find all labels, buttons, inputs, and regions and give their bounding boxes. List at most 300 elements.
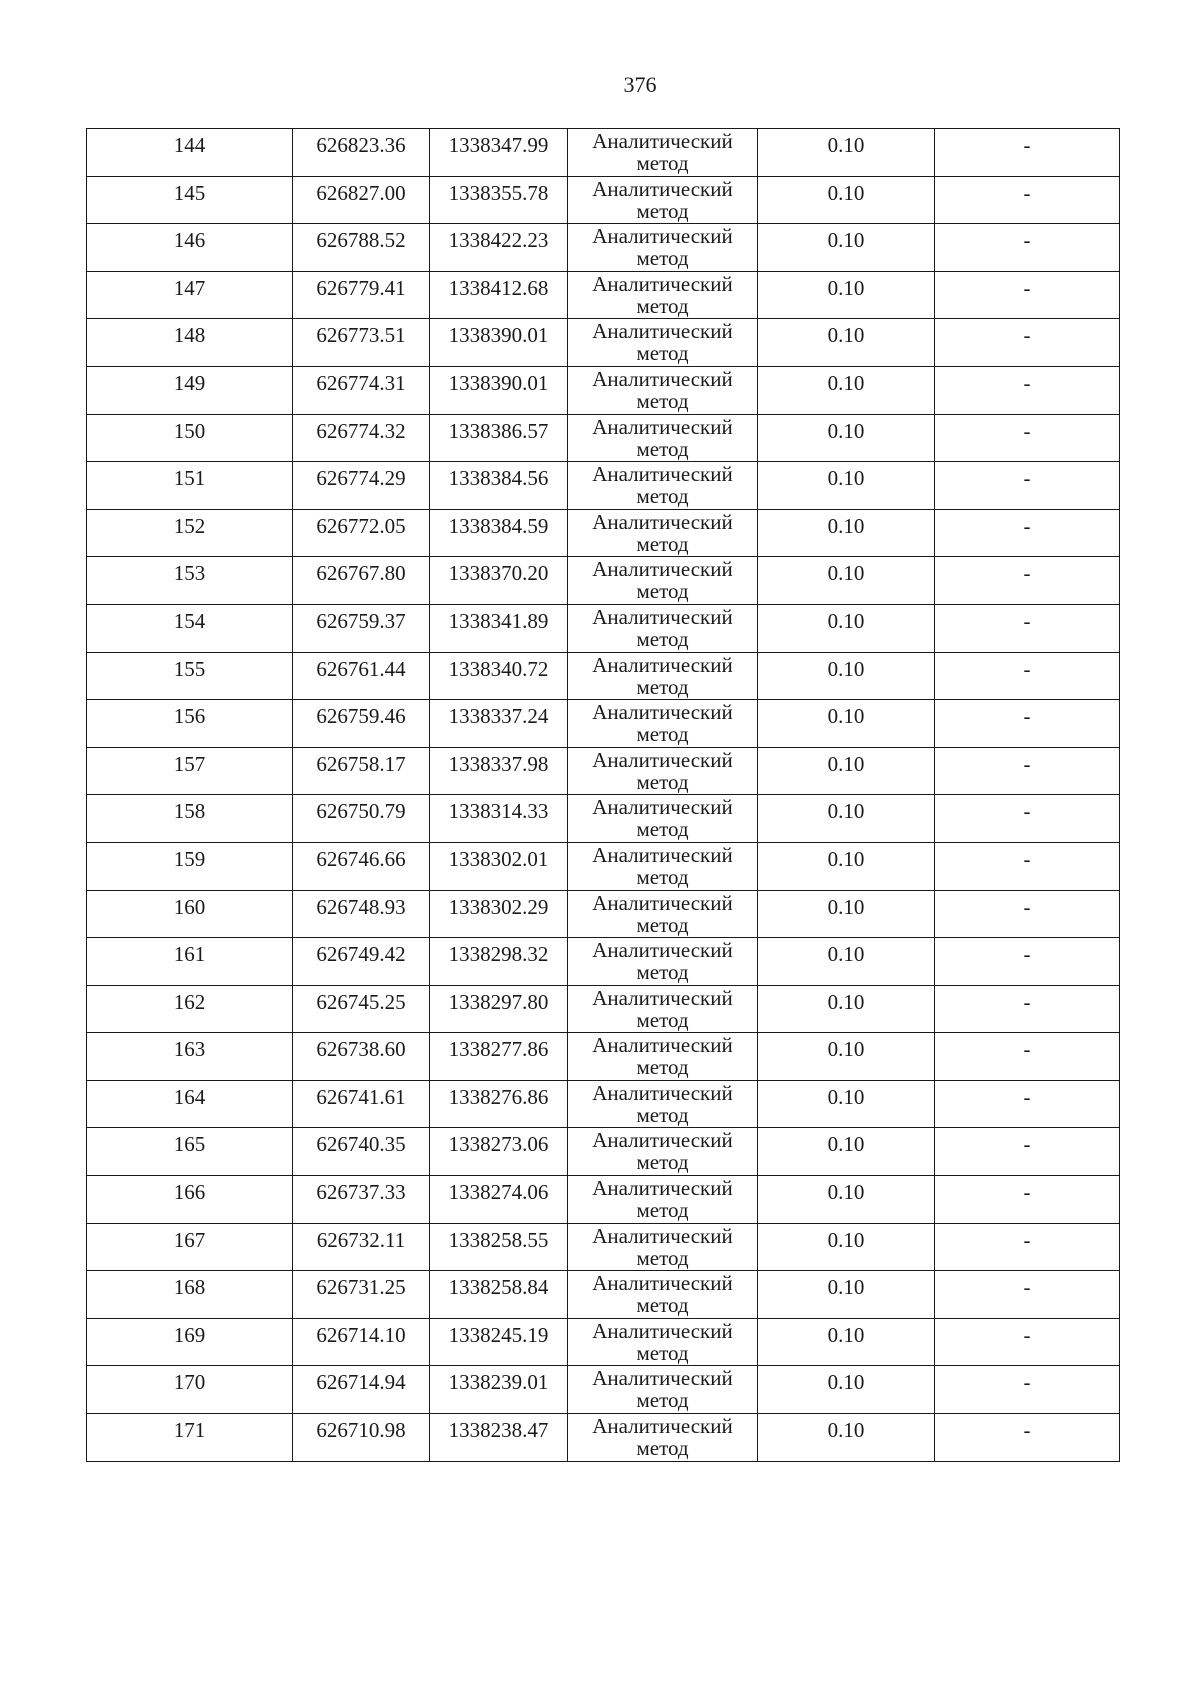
method-cell (568, 1318, 758, 1366)
table-body (87, 129, 1120, 1462)
table-row (87, 176, 1120, 224)
table-row (87, 700, 1120, 748)
table-row (87, 462, 1120, 510)
accuracy-cell (758, 604, 935, 652)
x-coordinate-cell (293, 224, 430, 272)
point-number-cell (87, 1033, 293, 1081)
table-row (87, 604, 1120, 652)
table-row (87, 890, 1120, 938)
y-coordinate-text: 1338277.86 (448, 1037, 549, 1062)
method-cell (568, 509, 758, 557)
accuracy-text: 0.10 (827, 1418, 865, 1443)
y-coordinate-cell (430, 842, 568, 890)
y-coordinate-cell (430, 890, 568, 938)
table-row (87, 557, 1120, 605)
note-text: - (1023, 704, 1031, 729)
y-coordinate-cell (430, 462, 568, 510)
x-coordinate-cell (293, 890, 430, 938)
y-coordinate-cell (430, 1366, 568, 1414)
accuracy-text: 0.10 (827, 751, 865, 776)
y-coordinate-text: 1338341.89 (448, 608, 549, 633)
method-text: Аналитический метод (592, 1128, 733, 1175)
point-number-cell (87, 319, 293, 367)
y-coordinate-cell (430, 1318, 568, 1366)
note-cell (935, 1223, 1120, 1271)
x-coordinate-text: 626750.79 (316, 799, 406, 824)
note-cell (935, 1271, 1120, 1319)
note-text: - (1023, 1418, 1031, 1443)
x-coordinate-cell (293, 414, 430, 462)
method-text: Аналитический метод (592, 319, 733, 366)
table-row (87, 1366, 1120, 1414)
accuracy-cell (758, 176, 935, 224)
method-cell (568, 652, 758, 700)
y-coordinate-cell (430, 366, 568, 414)
method-text: Аналитический метод (592, 129, 733, 175)
note-cell (935, 557, 1120, 605)
x-coordinate-cell (293, 1080, 430, 1128)
accuracy-text: 0.10 (827, 608, 865, 633)
method-cell (568, 319, 758, 367)
y-coordinate-text: 1338347.99 (448, 133, 549, 157)
accuracy-text: 0.10 (827, 1227, 865, 1252)
x-coordinate-cell (293, 747, 430, 795)
x-coordinate-text: 626773.51 (316, 323, 406, 348)
point-number-text: 165 (173, 1132, 206, 1157)
note-text: - (1023, 275, 1031, 300)
note-cell (935, 1128, 1120, 1176)
note-text: - (1023, 1227, 1031, 1252)
accuracy-text: 0.10 (827, 1180, 865, 1205)
x-coordinate-text: 626823.36 (316, 133, 406, 157)
x-coordinate-text: 626740.35 (316, 1132, 406, 1157)
accuracy-text: 0.10 (827, 942, 865, 967)
x-coordinate-cell (293, 1033, 430, 1081)
accuracy-text: 0.10 (827, 989, 865, 1014)
x-coordinate-text: 626738.60 (316, 1037, 406, 1062)
point-number-cell (87, 414, 293, 462)
y-coordinate-text: 1338258.84 (448, 1275, 549, 1300)
y-coordinate-cell (430, 1033, 568, 1081)
y-coordinate-cell (430, 652, 568, 700)
note-text: - (1023, 1322, 1031, 1347)
note-text: - (1023, 989, 1031, 1014)
y-coordinate-cell (430, 795, 568, 843)
method-text: Аналитический метод (592, 1366, 733, 1413)
table-row (87, 319, 1120, 367)
point-number-cell (87, 652, 293, 700)
point-number-text: 147 (173, 275, 206, 300)
point-number-text: 150 (173, 418, 206, 443)
method-cell (568, 1128, 758, 1176)
y-coordinate-text: 1338258.55 (448, 1227, 549, 1252)
x-coordinate-text: 626761.44 (316, 656, 406, 681)
accuracy-text: 0.10 (827, 228, 865, 253)
accuracy-cell (758, 938, 935, 986)
accuracy-text: 0.10 (827, 180, 865, 205)
accuracy-cell (758, 1414, 935, 1462)
method-cell (568, 176, 758, 224)
point-number-text: 146 (173, 228, 206, 253)
y-coordinate-cell (430, 129, 568, 177)
point-number-text: 144 (173, 133, 206, 157)
x-coordinate-cell (293, 271, 430, 319)
x-coordinate-cell (293, 604, 430, 652)
accuracy-cell (758, 1271, 935, 1319)
y-coordinate-text: 1338302.29 (448, 894, 549, 919)
table-row (87, 366, 1120, 414)
method-cell (568, 1080, 758, 1128)
accuracy-text: 0.10 (827, 656, 865, 681)
accuracy-cell (758, 1366, 935, 1414)
point-number-text: 160 (173, 894, 206, 919)
table-row (87, 1271, 1120, 1319)
note-cell (935, 1176, 1120, 1224)
y-coordinate-cell (430, 176, 568, 224)
table-row (87, 747, 1120, 795)
y-coordinate-text: 1338337.98 (448, 751, 549, 776)
x-coordinate-text: 626774.32 (316, 418, 406, 443)
y-coordinate-text: 1338245.19 (448, 1322, 549, 1347)
table-row (87, 795, 1120, 843)
accuracy-text: 0.10 (827, 466, 865, 491)
method-cell (568, 1271, 758, 1319)
x-coordinate-text: 626732.11 (316, 1227, 406, 1252)
accuracy-cell (758, 1080, 935, 1128)
accuracy-cell (758, 1223, 935, 1271)
point-number-cell (87, 1223, 293, 1271)
point-number-cell (87, 366, 293, 414)
x-coordinate-text: 626749.42 (316, 942, 406, 967)
page-number: 376 (623, 72, 657, 97)
note-text: - (1023, 180, 1031, 205)
x-coordinate-text: 626741.61 (316, 1084, 406, 1109)
method-text: Аналитический метод (592, 462, 733, 509)
note-text: - (1023, 370, 1031, 395)
y-coordinate-cell (430, 271, 568, 319)
accuracy-text: 0.10 (827, 1084, 865, 1109)
point-number-cell (87, 1176, 293, 1224)
accuracy-cell (758, 129, 935, 177)
point-number-text: 155 (173, 656, 206, 681)
method-cell (568, 1223, 758, 1271)
note-cell (935, 509, 1120, 557)
accuracy-text: 0.10 (827, 1037, 865, 1062)
x-coordinate-cell (293, 985, 430, 1033)
x-coordinate-text: 626746.66 (316, 846, 406, 871)
table-row (87, 1128, 1120, 1176)
note-text: - (1023, 751, 1031, 776)
x-coordinate-text: 626767.80 (316, 561, 406, 586)
x-coordinate-text: 626745.25 (316, 989, 406, 1014)
method-text: Аналитический метод (592, 1033, 733, 1080)
note-cell (935, 842, 1120, 890)
method-text: Аналитический метод (592, 1223, 733, 1270)
accuracy-text: 0.10 (827, 133, 865, 157)
accuracy-cell (758, 1033, 935, 1081)
point-number-text: 157 (173, 751, 206, 776)
point-number-cell (87, 604, 293, 652)
y-coordinate-cell (430, 557, 568, 605)
point-number-cell (87, 795, 293, 843)
method-text: Аналитический метод (592, 1080, 733, 1127)
point-number-cell (87, 509, 293, 557)
x-coordinate-text: 626714.94 (316, 1370, 406, 1395)
method-text: Аналитический метод (592, 557, 733, 604)
x-coordinate-text: 626758.17 (316, 751, 406, 776)
x-coordinate-text: 626759.37 (316, 608, 406, 633)
note-cell (935, 176, 1120, 224)
method-text: Аналитический метод (592, 1176, 733, 1223)
accuracy-cell (758, 795, 935, 843)
x-coordinate-text: 626710.98 (316, 1418, 406, 1443)
accuracy-text: 0.10 (827, 704, 865, 729)
method-cell (568, 129, 758, 177)
accuracy-cell (758, 985, 935, 1033)
note-text: - (1023, 799, 1031, 824)
table-row (87, 129, 1120, 177)
x-coordinate-text: 626759.46 (316, 704, 406, 729)
note-cell (935, 271, 1120, 319)
accuracy-text: 0.10 (827, 1132, 865, 1157)
y-coordinate-text: 1338355.78 (448, 180, 549, 205)
point-number-cell (87, 462, 293, 510)
x-coordinate-cell (293, 938, 430, 986)
y-coordinate-text: 1338370.20 (448, 561, 549, 586)
method-text: Аналитический метод (592, 795, 733, 842)
accuracy-text: 0.10 (827, 1322, 865, 1347)
method-text: Аналитический метод (592, 700, 733, 747)
note-text: - (1023, 133, 1031, 157)
y-coordinate-text: 1338298.32 (448, 942, 549, 967)
point-number-text: 159 (173, 846, 206, 871)
method-text: Аналитический метод (592, 366, 733, 413)
method-text: Аналитический метод (592, 414, 733, 461)
table-row (87, 1414, 1120, 1462)
y-coordinate-cell (430, 1414, 568, 1462)
method-cell (568, 747, 758, 795)
x-coordinate-cell (293, 366, 430, 414)
y-coordinate-text: 1338340.72 (448, 656, 549, 681)
point-number-cell (87, 1318, 293, 1366)
method-text: Аналитический метод (592, 1271, 733, 1318)
point-number-cell (87, 938, 293, 986)
point-number-text: 170 (173, 1370, 206, 1395)
note-cell (935, 700, 1120, 748)
point-number-cell (87, 271, 293, 319)
method-text: Аналитический метод (592, 652, 733, 699)
method-text: Аналитический метод (592, 1414, 733, 1461)
table-row (87, 1223, 1120, 1271)
y-coordinate-cell (430, 1080, 568, 1128)
y-coordinate-cell (430, 319, 568, 367)
accuracy-cell (758, 557, 935, 605)
method-cell (568, 842, 758, 890)
note-text: - (1023, 1037, 1031, 1062)
note-cell (935, 1414, 1120, 1462)
method-text: Аналитический метод (592, 271, 733, 318)
point-number-cell (87, 842, 293, 890)
note-text: - (1023, 466, 1031, 491)
note-cell (935, 938, 1120, 986)
y-coordinate-text: 1338390.01 (448, 323, 549, 348)
point-number-cell (87, 1366, 293, 1414)
table-row (87, 1080, 1120, 1128)
x-coordinate-cell (293, 129, 430, 177)
accuracy-cell (758, 462, 935, 510)
accuracy-text: 0.10 (827, 1275, 865, 1300)
table-row (87, 1033, 1120, 1081)
note-cell (935, 747, 1120, 795)
accuracy-cell (758, 1318, 935, 1366)
note-text: - (1023, 846, 1031, 871)
y-coordinate-cell (430, 1223, 568, 1271)
method-text: Аналитический метод (592, 604, 733, 651)
y-coordinate-text: 1338384.56 (448, 466, 549, 491)
x-coordinate-cell (293, 557, 430, 605)
accuracy-cell (758, 509, 935, 557)
accuracy-cell (758, 319, 935, 367)
note-cell (935, 319, 1120, 367)
point-number-text: 171 (173, 1418, 206, 1443)
accuracy-text: 0.10 (827, 418, 865, 443)
point-number-text: 154 (173, 608, 206, 633)
x-coordinate-text: 626731.25 (316, 1275, 406, 1300)
y-coordinate-text: 1338390.01 (448, 370, 549, 395)
note-cell (935, 129, 1120, 177)
x-coordinate-cell (293, 1271, 430, 1319)
method-text: Аналитический метод (592, 1318, 733, 1365)
method-cell (568, 414, 758, 462)
method-text: Аналитический метод (592, 176, 733, 223)
method-cell (568, 1033, 758, 1081)
method-cell (568, 938, 758, 986)
y-coordinate-cell (430, 747, 568, 795)
point-number-cell (87, 557, 293, 605)
y-coordinate-cell (430, 700, 568, 748)
x-coordinate-cell (293, 1318, 430, 1366)
table-row (87, 985, 1120, 1033)
note-cell (935, 462, 1120, 510)
point-number-cell (87, 1080, 293, 1128)
method-cell (568, 1176, 758, 1224)
accuracy-text: 0.10 (827, 275, 865, 300)
y-coordinate-cell (430, 938, 568, 986)
note-cell (935, 1318, 1120, 1366)
y-coordinate-text: 1338297.80 (448, 989, 549, 1014)
point-number-cell (87, 1414, 293, 1462)
accuracy-text: 0.10 (827, 799, 865, 824)
x-coordinate-text: 626827.00 (316, 180, 406, 205)
point-number-text: 151 (173, 466, 206, 491)
accuracy-cell (758, 890, 935, 938)
x-coordinate-cell (293, 842, 430, 890)
method-text: Аналитический метод (592, 509, 733, 556)
note-cell (935, 366, 1120, 414)
method-cell (568, 604, 758, 652)
point-number-text: 164 (173, 1084, 206, 1109)
note-text: - (1023, 1180, 1031, 1205)
point-number-cell (87, 985, 293, 1033)
table-row (87, 414, 1120, 462)
method-text: Аналитический метод (592, 938, 733, 985)
x-coordinate-cell (293, 1176, 430, 1224)
y-coordinate-cell (430, 224, 568, 272)
note-cell (935, 985, 1120, 1033)
x-coordinate-text: 626748.93 (316, 894, 406, 919)
accuracy-cell (758, 700, 935, 748)
x-coordinate-cell (293, 1366, 430, 1414)
method-cell (568, 271, 758, 319)
y-coordinate-text: 1338238.47 (448, 1418, 549, 1443)
accuracy-cell (758, 224, 935, 272)
table-row (87, 1176, 1120, 1224)
y-coordinate-text: 1338276.86 (448, 1084, 549, 1109)
accuracy-text: 0.10 (827, 1370, 865, 1395)
method-text: Аналитический метод (592, 842, 733, 889)
point-number-cell (87, 890, 293, 938)
method-cell (568, 557, 758, 605)
point-number-text: 162 (173, 989, 206, 1014)
point-number-text: 153 (173, 561, 206, 586)
method-cell (568, 1366, 758, 1414)
point-number-text: 167 (173, 1227, 206, 1252)
method-cell (568, 462, 758, 510)
note-text: - (1023, 656, 1031, 681)
accuracy-text: 0.10 (827, 513, 865, 538)
x-coordinate-cell (293, 652, 430, 700)
x-coordinate-text: 626772.05 (316, 513, 406, 538)
point-number-text: 168 (173, 1275, 206, 1300)
point-number-text: 156 (173, 704, 206, 729)
method-text: Аналитический метод (592, 747, 733, 794)
note-cell (935, 890, 1120, 938)
note-cell (935, 652, 1120, 700)
y-coordinate-text: 1338302.01 (448, 846, 549, 871)
y-coordinate-text: 1338386.57 (448, 418, 549, 443)
x-coordinate-text: 626737.33 (316, 1180, 406, 1205)
x-coordinate-cell (293, 1414, 430, 1462)
note-text: - (1023, 1275, 1031, 1300)
point-number-cell (87, 176, 293, 224)
x-coordinate-text: 626774.29 (316, 466, 406, 491)
note-cell (935, 604, 1120, 652)
accuracy-cell (758, 747, 935, 795)
point-number-text: 145 (173, 180, 206, 205)
y-coordinate-text: 1338422.23 (448, 228, 549, 253)
x-coordinate-text: 626774.31 (316, 370, 406, 395)
y-coordinate-cell (430, 985, 568, 1033)
point-number-cell (87, 1271, 293, 1319)
accuracy-cell (758, 652, 935, 700)
x-coordinate-text: 626779.41 (316, 275, 406, 300)
point-number-text: 166 (173, 1180, 206, 1205)
note-text: - (1023, 894, 1031, 919)
y-coordinate-cell (430, 414, 568, 462)
note-text: - (1023, 608, 1031, 633)
point-number-cell (87, 129, 293, 177)
note-cell (935, 224, 1120, 272)
note-text: - (1023, 1132, 1031, 1157)
note-text: - (1023, 561, 1031, 586)
note-text: - (1023, 1084, 1031, 1109)
x-coordinate-cell (293, 795, 430, 843)
x-coordinate-cell (293, 1128, 430, 1176)
method-cell (568, 366, 758, 414)
method-cell (568, 985, 758, 1033)
accuracy-cell (758, 271, 935, 319)
y-coordinate-text: 1338239.01 (448, 1370, 549, 1395)
